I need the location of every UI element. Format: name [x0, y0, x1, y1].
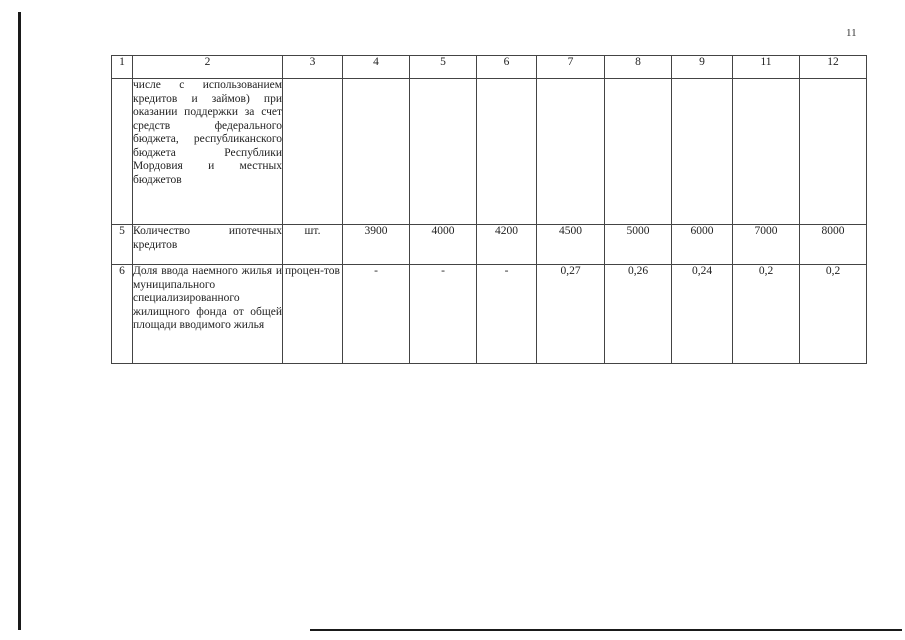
value-cell	[733, 79, 800, 225]
value-cell: 0,27	[537, 265, 605, 364]
value-cell: 6000	[672, 225, 733, 265]
value-cell: -	[477, 265, 537, 364]
row-number	[112, 79, 133, 225]
value-cell: 0,2	[733, 265, 800, 364]
value-cell	[477, 79, 537, 225]
value-cell	[343, 79, 410, 225]
unit-cell: процен-тов	[283, 265, 343, 364]
value-cell: 0,24	[672, 265, 733, 364]
value-cell	[672, 79, 733, 225]
left-margin-rule	[18, 12, 21, 630]
header-cell: 12	[800, 56, 867, 79]
header-cell: 6	[477, 56, 537, 79]
unit-cell	[283, 79, 343, 225]
header-cell: 4	[343, 56, 410, 79]
value-cell	[410, 79, 477, 225]
header-cell: 3	[283, 56, 343, 79]
value-cell	[800, 79, 867, 225]
table-row	[112, 265, 867, 364]
indicator-name: Доля ввода наемного жилья и муниципального специализированного жилищного фонда от общей площади вводимого жилья	[133, 265, 283, 364]
indicator-name: Количество ипотечных кредитов	[133, 225, 283, 265]
value-cell: -	[410, 265, 477, 364]
value-cell	[537, 79, 605, 225]
row-number: 6	[112, 265, 133, 364]
value-cell: -	[343, 265, 410, 364]
page-number: 11	[846, 27, 857, 39]
header-cell: 9	[672, 56, 733, 79]
value-cell: 0,26	[605, 265, 672, 364]
indicator-name: числе с использованием кредитов и займов) при оказании поддержки за счет средств федерального бюджета, республиканского бюджета Республики Мордовия и местных бюджетов	[133, 79, 283, 225]
table-row	[112, 79, 867, 225]
value-cell: 8000	[800, 225, 867, 265]
value-cell: 4000	[410, 225, 477, 265]
bottom-margin-rule	[310, 629, 902, 631]
table-row	[112, 225, 867, 265]
indicators-table	[111, 55, 867, 364]
row-number: 5	[112, 225, 133, 265]
header-cell: 5	[410, 56, 477, 79]
header-cell: 1	[112, 56, 133, 79]
value-cell	[605, 79, 672, 225]
value-cell: 0,2	[800, 265, 867, 364]
header-cell: 2	[133, 56, 283, 79]
header-cell: 8	[605, 56, 672, 79]
value-cell: 4500	[537, 225, 605, 265]
header-cell: 7	[537, 56, 605, 79]
value-cell: 7000	[733, 225, 800, 265]
header-cell: 11	[733, 56, 800, 79]
table-header-row	[112, 56, 867, 79]
value-cell: 5000	[605, 225, 672, 265]
unit-cell: шт.	[283, 225, 343, 265]
value-cell: 4200	[477, 225, 537, 265]
value-cell: 3900	[343, 225, 410, 265]
